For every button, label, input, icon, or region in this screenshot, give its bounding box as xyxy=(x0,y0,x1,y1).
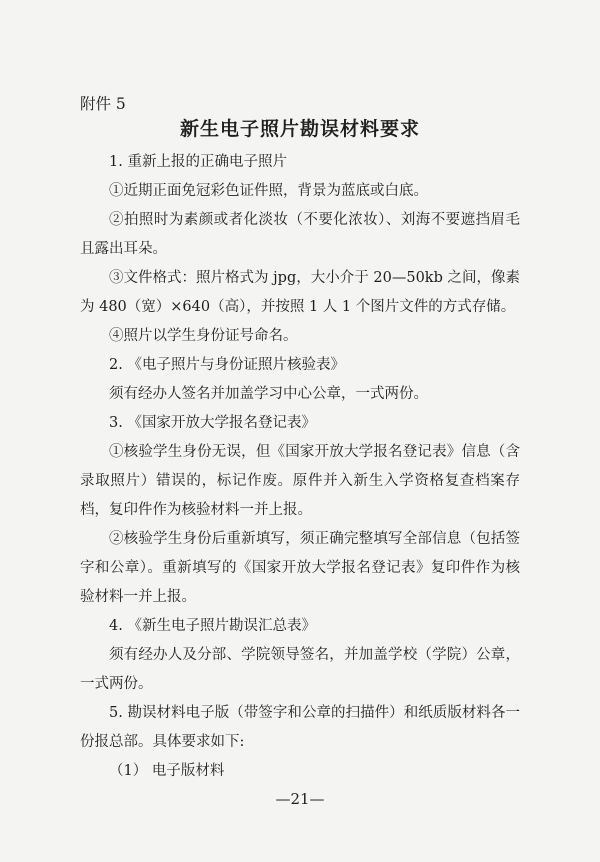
paragraph-8: 3. 《国家开放大学报名登记表》 xyxy=(109,415,316,431)
paragraph-2: ①近期正面免冠彩色证件照，背景为蓝底或白底。 xyxy=(109,183,428,199)
attachment-label: 附件 5 xyxy=(80,95,126,113)
paragraph-1: 1. 重新上报的正确电子照片 xyxy=(109,154,287,170)
paragraph-14: （1） 电子版材料 xyxy=(109,763,225,779)
paragraph-9: ①核验学生身份无误，但《国家开放大学报名登记表》信息（含录取照片）错误的，标记作废。原件并入新生入学资格复查档案存档，复印件作为核验材料一并上报。 xyxy=(80,444,520,518)
document-title: 新生电子照片勘误材料要求 xyxy=(179,118,420,140)
document-body xyxy=(80,148,520,786)
paragraph-11: 4. 《新生电子照片勘误汇总表》 xyxy=(109,618,316,634)
paragraph-4: ③文件格式：照片格式为 jpg，大小介于 20—50kb 之间，像素为 480（宽）×640（高），并按照 1 人 1 个图片文件的方式存储。 xyxy=(80,270,520,315)
paragraph-10: ②核验学生身份后重新填写，须正确完整填写全部信息（包括签字和公章）。重新填写的《国家开放大学报名登记表》复印件作为核验材料一并上报。 xyxy=(80,531,520,605)
paragraph-13: 5. 勘误材料电子版（带签字和公章的扫描件）和纸质版材料各一份报总部。具体要求如下: xyxy=(80,705,520,750)
paragraph-12: 须有经办人及分部、学院领导签名，并加盖学校（学院）公章，一式两份。 xyxy=(80,647,520,692)
paragraph-5: ④照片以学生身份证号命名。 xyxy=(109,328,298,344)
paragraph-3: ②拍照时为素颜或者化淡妆（不要化浓妆）、刘海不要遮挡眉毛且露出耳朵。 xyxy=(80,212,520,257)
paragraph-7: 须有经办人签名并加盖学习中心公章，一式两份。 xyxy=(109,386,428,402)
paragraph-6: 2. 《电子照片与身份证照片核验表》 xyxy=(109,357,345,373)
page-number: —21— xyxy=(275,790,325,808)
